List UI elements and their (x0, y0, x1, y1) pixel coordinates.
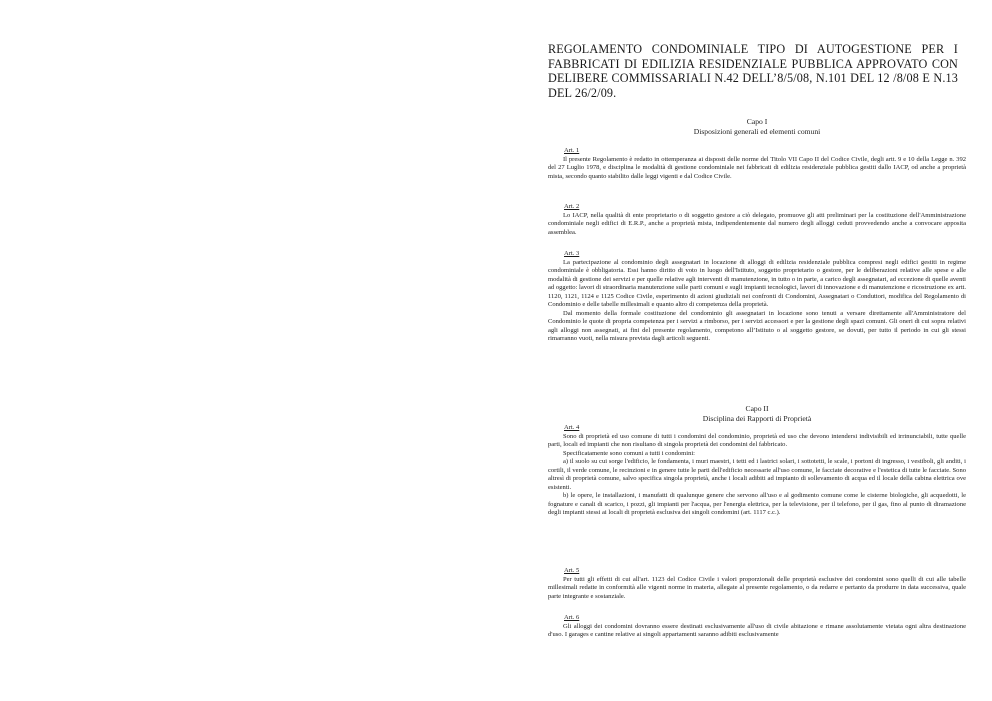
article-1 (548, 147, 966, 181)
article-4-paragraph: Sono di proprietà ed uso comune di tutti i condomini del condominio, proprietà ed uso che devono intendersi indivisibili ed irrinunciabili, tutte quelle parti, locali ed impianti che non risultano di singola proprietà dei condomini del fabbricato. (548, 432, 966, 449)
article-5-label: Art. 5 (564, 567, 580, 574)
article-5-paragraph: Per tutti gli effetti di cui all'art. 1123 del Codice Civile i valori proporzionali delle proprietà esclusive dei condomini sono quelli di cui alle tabelle millesimali redatte in conformità alle vigenti norme in materia, allegate al presente regolamento, o da redarre e pertanto da produrre in data successiva, quale parte integrante e sostanziale. (548, 575, 966, 600)
article-4-label: Art. 4 (564, 424, 580, 431)
capo-2-header (548, 404, 966, 424)
capo-1-header (548, 117, 966, 137)
article-2-paragraph: Lo IACP, nella qualità di ente proprietario o di soggetto gestore a ciò delegato, promuove gli atti preliminari per la costituzione dell'Amministrazione condominiale negli edifici di E.R.P., anche a proprietà mista, indipendentemente dal numero degli alloggi ceduti provvedendo anche a convocare apposita assemblea. (548, 211, 966, 236)
capo-2-subheading: Disciplina dei Rapporti di Proprietà (702, 413, 812, 423)
article-4 (548, 424, 966, 518)
article-2 (548, 203, 966, 237)
article-6-paragraph: Gli alloggi dei condomini dovranno essere destinati esclusivamente all'uso di civile abitazione e rimane assolutamente vietata ogni altra destinazione d'uso. I garages e cantine relative ai singoli appartamenti saranno adibiti esclusivamente (548, 622, 966, 639)
article-6-label: Art. 6 (564, 614, 580, 621)
article-3 (548, 250, 966, 344)
document-page (548, 0, 966, 701)
article-1-label: Art. 1 (564, 147, 580, 154)
capo-1-subheading: Disposizioni generali ed elementi comuni (693, 126, 821, 136)
article-2-label: Art. 2 (564, 203, 580, 210)
article-3-paragraph: Dal momento della formale costituzione del condominio gli assegnatari in locazione sono tenuti a versare direttamente all'Amministratore del Condominio le quote di propria competenza per i servizi a rimborso, per i servizi accessori e per la gestione degli spazi comuni. Gli oneri di cui sopra relativi agli alloggi non assegnati, ai fini del presente regolamento, competono all’Istituto o al soggetto gestore, se dovuti, per tutto il periodo in cui gli stessi rimarranno vuoti, nella misura prevista dagli articoli seguenti. (548, 309, 966, 343)
article-3-paragraph: La partecipazione al condominio degli assegnatari in locazione di alloggi di edilizia residenziale pubblica compresi negli edifici gestiti in regime condominiale è obbligatoria. Essi hanno diritto di voto in luogo dell'Istituto, soggetto proprietario o gestore, per le deliberazioni relative alle spese e alle modalità di gestione dei servizi e per quelle relative agli interventi di manutenzione, in tutto o in parte, a carico degli assegnatari, ad eccezione di quelle aventi ad oggetto: lavori di straordinaria manutenzione sulle parti comuni e sugli impianti tecnologici, lavori di innovazione e di manutenzione e ricostruzione ex artt. 1120, 1121, 1124 e 1125 Codice Civile, esperimento di azioni giudiziali nei confronti di Condomini, Assegnatari o Conduttori, modifica del Regolamento di Condominio e delle tabelle millesimali e quanto altro di competenza della proprietà. (548, 258, 966, 309)
document-title: REGOLAMENTO CONDOMINIALE TIPO DI AUTOGESTIONE PER I FABBRICATI DI EDILIZIA RESIDENZIALE PUBBLICA APPROVATO CON DELIBERE COMMISSARIALI N.42 DELL’8/5/08, N.101 DEL 12 /8/08 E N.13 DEL 26/2/09. (548, 42, 958, 100)
article-4-paragraph: Specificatamente sono comuni a tutti i condomini: (563, 449, 695, 457)
article-5 (548, 567, 966, 601)
capo-2-heading: Capo II (745, 404, 769, 413)
article-6 (548, 614, 966, 640)
capo-1-heading: Capo I (746, 117, 768, 126)
article-1-paragraph: Il presente Regolamento è redatto in ottemperanza ai disposti delle norme del Titolo VII Capo II del Codice Civile, degli artt. 9 e 10 della Legge n. 392 del 27 Luglio 1978, e disciplina le modalità di gestione condominiale nei fabbricati di edilizia residenziale pubblica gestiti dallo IACP, od anche a proprietà mista, secondo quanto stabilito dalle leggi vigenti e dal Codice Civile. (548, 155, 966, 180)
article-4-list-item: b) le opere, le installazioni, i manufatti di qualunque genere che servono all'uso e al godimento comune come le cisterne biologiche, gli acquedotti, le fognature e canali di scarico, i pozzi, gli impianti per l'acqua, per l'energia elettrica, per la televisione, per il telefono, per il gas, fino al punto di diramazione degli impianti stessi ai locali di proprietà esclusiva dei singoli condomini (art. 1117 c.c.). (548, 492, 966, 517)
article-3-label: Art. 3 (564, 250, 580, 257)
article-4-list-item: a) il suolo su cui sorge l'edificio, le fondamenta, i muri maestri, i tetti ed i lastrici solari, i sottotetti, le scale, i portoni di ingresso, i vestiboli, gli anditi, i cortili, il verde comune, le recinzioni e in genere tutte le parti dell'edificio necessarie all'uso comune, le facciate decorative e l'estetica di tutte le facciate. Sono altresì di proprietà comune, salvo specifica singola proprietà, anche i locali adibiti ad impianto di sollevamento di acqua ed il locale della cabina elettrica ove esistenti. (548, 458, 966, 491)
